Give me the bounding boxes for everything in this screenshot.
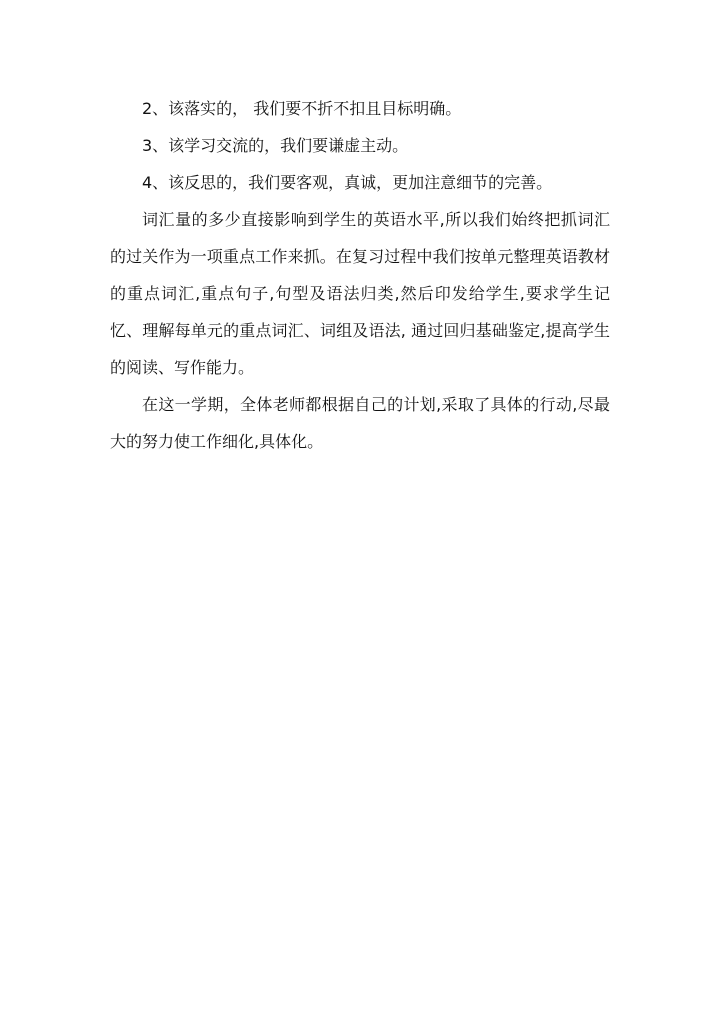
- paragraph-semester: 在这一学期，全体老师都根据自己的计划,采取了具体的行动,尽最大的努力使工作细化,具体化。: [110, 395, 610, 451]
- list-item-2: 2、该落实的， 我们要不折不扣且目标明确。: [142, 99, 462, 118]
- paragraph-vocabulary: 词汇量的多少直接影响到学生的英语水平,所以我们始终把抓词汇的过关作为一项重点工作来抓。在复习过程中我们按单元整理英语教材的重点词汇,重点句子,句型及语法归类,然后印发给学生,要求学生记忆、理解每单元的重点词汇、词组及语法, 通过回归基础鉴定,提高学生的阅读、写作能力。: [110, 210, 610, 377]
- list-item-4: 4、该反思的，我们要客观，真诚，更加注意细节的完善。: [142, 173, 553, 192]
- list-item-3: 3、该学习交流的，我们要谦虚主动。: [142, 136, 409, 155]
- document-body: [110, 90, 610, 460]
